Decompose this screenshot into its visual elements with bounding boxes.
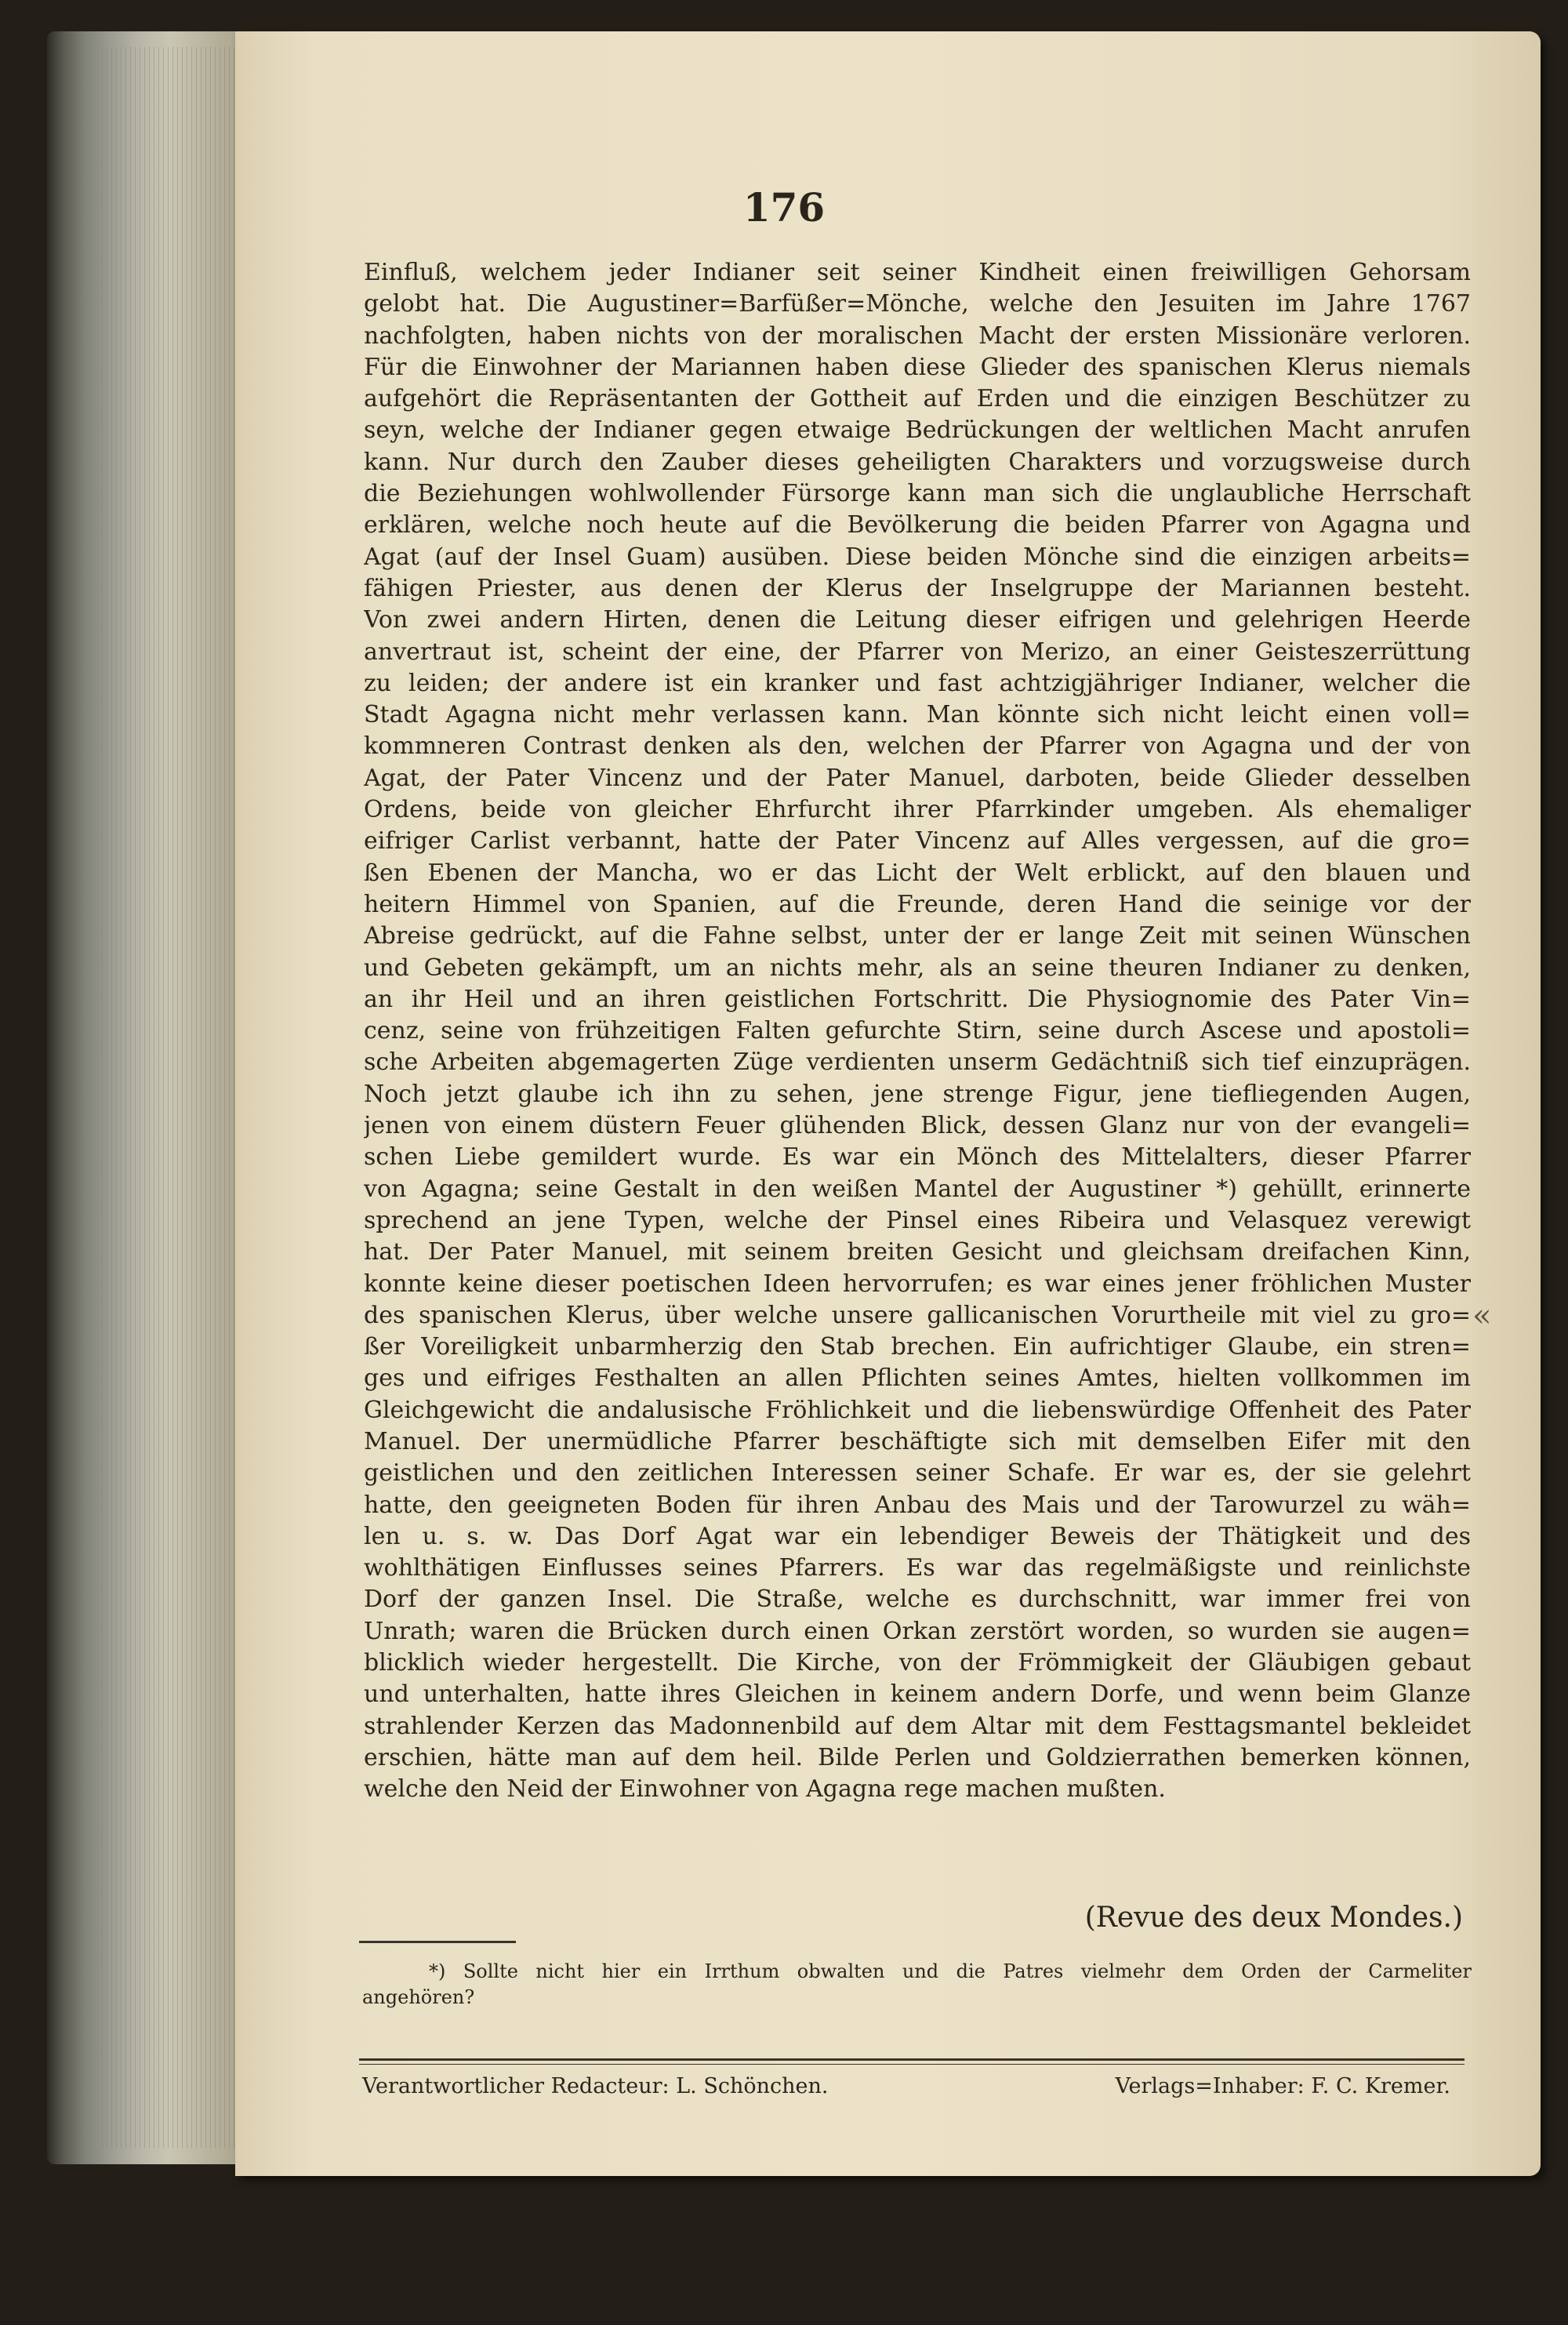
text-line: Agat, der Pater Vincenz und der Pater Manuel, darboten, beide Glieder desselben	[364, 764, 1471, 792]
text-line: erschien, hätte man auf dem heil. Bilde Perlen und Goldzierrathen bemerken können,	[364, 1743, 1471, 1771]
text-line: an ihr Heil und an ihren geistlichen Fortschritt. Die Physiognomie des Pater Vin=	[364, 985, 1471, 1013]
text-line: des spanischen Klerus, über welche unsere gallicanischen Vorurtheile mit viel zu gro=	[364, 1301, 1471, 1329]
text-line: Abreise gedrückt, auf die Fahne selbst, unter der er lange Zeit mit seinen Wünschen	[364, 922, 1471, 950]
text-line: Unrath; waren die Brücken durch einen Orkan zerstört worden, so wurden sie augen=	[364, 1617, 1471, 1645]
publisher-imprint: Verlags=Inhaber: F. C. Kremer.	[1115, 2074, 1450, 2098]
text-line: hatte, den geeigneten Boden für ihren Anbau des Mais und der Tarowurzel zu wäh=	[364, 1491, 1471, 1519]
text-line: schen Liebe gemildert wurde. Es war ein Mönch des Mittelalters, dieser Pfarrer	[364, 1143, 1471, 1172]
text-line: welche den Neid der Einwohner von Agagna rege machen mußten.	[364, 1775, 1166, 1804]
text-line: blicklich wieder hergestellt. Die Kirche, von der Frömmigkeit der Gläubigen gebaut	[364, 1649, 1471, 1677]
footnote-line: angehören?	[362, 1986, 475, 2008]
text-line: sprechend an jene Typen, welche der Pinsel eines Ribeira und Velasquez verewigt	[364, 1206, 1471, 1234]
text-line: wohlthätigen Einflusses seines Pfarrers. Es war das regelmäßigste und reinlichste	[364, 1554, 1471, 1582]
source-citation: (Revue des deux Mondes.)	[1084, 1902, 1463, 1934]
text-line: von Agagna; seine Gestalt in den weißen Mantel der Augustiner *) gehüllt, erinnerte	[364, 1175, 1471, 1203]
text-line: zu leiden; der andere ist ein kranker und fast achtzigjähriger Indianer, welcher die	[364, 669, 1471, 697]
text-line: hat. Der Pater Manuel, mit seinem breiten Gesicht und gleichsam dreifachen Kinn,	[364, 1238, 1471, 1266]
text-line: und unterhalten, hatte ihres Gleichen in keinem andern Dorfe, und wenn beim Glanze	[364, 1680, 1471, 1709]
footnote-divider	[359, 1941, 516, 1943]
text-line: ßer Voreiligkeit unbarmherzig den Stab brechen. Ein aufrichtiger Glaube, ein stren=	[364, 1333, 1471, 1361]
imprint-rule	[359, 2058, 1465, 2061]
text-line: nachfolgten, haben nichts von der moralischen Macht der ersten Missionäre verloren.	[364, 322, 1471, 350]
text-line: cenz, seine von frühzeitigen Falten gefurchte Stirn, seine durch Ascese und apostoli=	[364, 1017, 1471, 1045]
footnote-line: *) Sollte nicht hier ein Irrthum obwalten und die Patres vielmehr dem Orden der Carmeliter	[429, 1960, 1472, 1982]
text-line: ßen Ebenen der Mancha, wo er das Licht der Welt erblickt, auf den blauen und	[364, 859, 1471, 887]
text-line: fähigen Priester, aus denen der Klerus der Inselgruppe der Mariannen besteht.	[364, 574, 1471, 602]
text-line: seyn, welche der Indianer gegen etwaige Bedrückungen der weltlichen Macht anrufen	[364, 416, 1471, 445]
text-line: eifriger Carlist verbannt, hatte der Pater Vincenz auf Alles vergessen, auf die gro=	[364, 827, 1471, 856]
text-line: Von zwei andern Hirten, denen die Leitung dieser eifrigen und gelehrigen Heerde	[364, 606, 1471, 634]
text-line: erklären, welche noch heute auf die Bevölkerung die beiden Pfarrer von Agagna und	[364, 511, 1471, 539]
text-line: Für die Einwohner der Mariannen haben diese Glieder des spanischen Klerus niemals	[364, 353, 1471, 381]
text-line: Manuel. Der unermüdliche Pfarrer beschäftigte sich mit demselben Eifer mit den	[364, 1427, 1471, 1455]
text-line: und Gebeten gekämpft, um an nichts mehr, als an seine theuren Indianer zu denken,	[364, 954, 1471, 982]
text-line: strahlender Kerzen das Madonnenbild auf dem Altar mit dem Festtagsmantel bekleidet	[364, 1712, 1471, 1740]
text-line: aufgehört die Repräsentanten der Gottheit auf Erden und die einzigen Beschützer zu	[364, 385, 1471, 413]
text-line: Ordens, beide von gleicher Ehrfurcht ihrer Pfarrkinder umgeben. Als ehemaliger	[364, 796, 1471, 824]
text-line: kann. Nur durch den Zauber dieses geheiligten Charakters und vorzugsweise durch	[364, 448, 1471, 476]
text-line: die Beziehungen wohlwollender Fürsorge kann man sich die unglaubliche Herrschaft	[364, 480, 1471, 508]
text-line: Agat (auf der Insel Guam) ausüben. Diese beiden Mönche sind die einzigen arbeits=	[364, 543, 1471, 571]
margin-mark: «	[1472, 1298, 1492, 1334]
page-number: 176	[742, 184, 826, 231]
text-line: konnte keine dieser poetischen Ideen hervorrufen; es war eines jener fröhlichen Muster	[364, 1270, 1471, 1298]
text-line: geistlichen und den zeitlichen Interessen seiner Schafe. Er war es, der sie gelehrt	[364, 1459, 1471, 1488]
text-line: anvertraut ist, scheint der eine, der Pfarrer von Merizo, an einer Geisteszerrüttung	[364, 638, 1471, 666]
text-line: heitern Himmel von Spanien, auf die Freunde, deren Hand die seinige vor der	[364, 890, 1471, 918]
text-line: gelobt hat. Die Augustiner=Barfüßer=Mönche, welche den Jesuiten im Jahre 1767	[364, 290, 1471, 318]
text-line: Stadt Agagna nicht mehr verlassen kann. Man könnte sich nicht leicht einen voll=	[364, 701, 1471, 729]
footnote	[362, 1959, 1472, 2011]
editor-imprint: Verantwortlicher Redacteur: L. Schönchen.	[362, 2074, 829, 2098]
page-edge-lines	[102, 47, 235, 2149]
text-line: ges und eifriges Festhalten an allen Pflichten seines Amtes, hielten vollkommen im	[364, 1364, 1471, 1393]
imprint-rule-thin	[359, 2064, 1465, 2065]
body-text	[364, 257, 1471, 1806]
text-line: Gleichgewicht die andalusische Fröhlichkeit und die liebenswürdige Offenheit des Pater	[364, 1396, 1471, 1424]
imprint	[0, 2074, 1568, 2105]
text-line: sche Arbeiten abgemagerten Züge verdienten unserm Gedächtniß sich tief einzuprägen.	[364, 1048, 1471, 1077]
text-line: len u. s. w. Das Dorf Agat war ein lebendiger Beweis der Thätigkeit und des	[364, 1522, 1471, 1550]
text-line: kommneren Contrast denken als den, welchen der Pfarrer von Agagna und der von	[364, 732, 1471, 761]
text-line: Einfluß, welchem jeder Indianer seit seiner Kindheit einen freiwilligen Gehorsam	[364, 259, 1471, 286]
text-line: Noch jetzt glaube ich ihn zu sehen, jene strenge Figur, jene tiefliegenden Augen,	[364, 1080, 1471, 1108]
text-line: jenen von einem düstern Feuer glühenden Blick, dessen Glanz nur von der evangeli=	[364, 1112, 1471, 1140]
text-line: Dorf der ganzen Insel. Die Straße, welche es durchschnitt, war immer frei von	[364, 1586, 1471, 1614]
